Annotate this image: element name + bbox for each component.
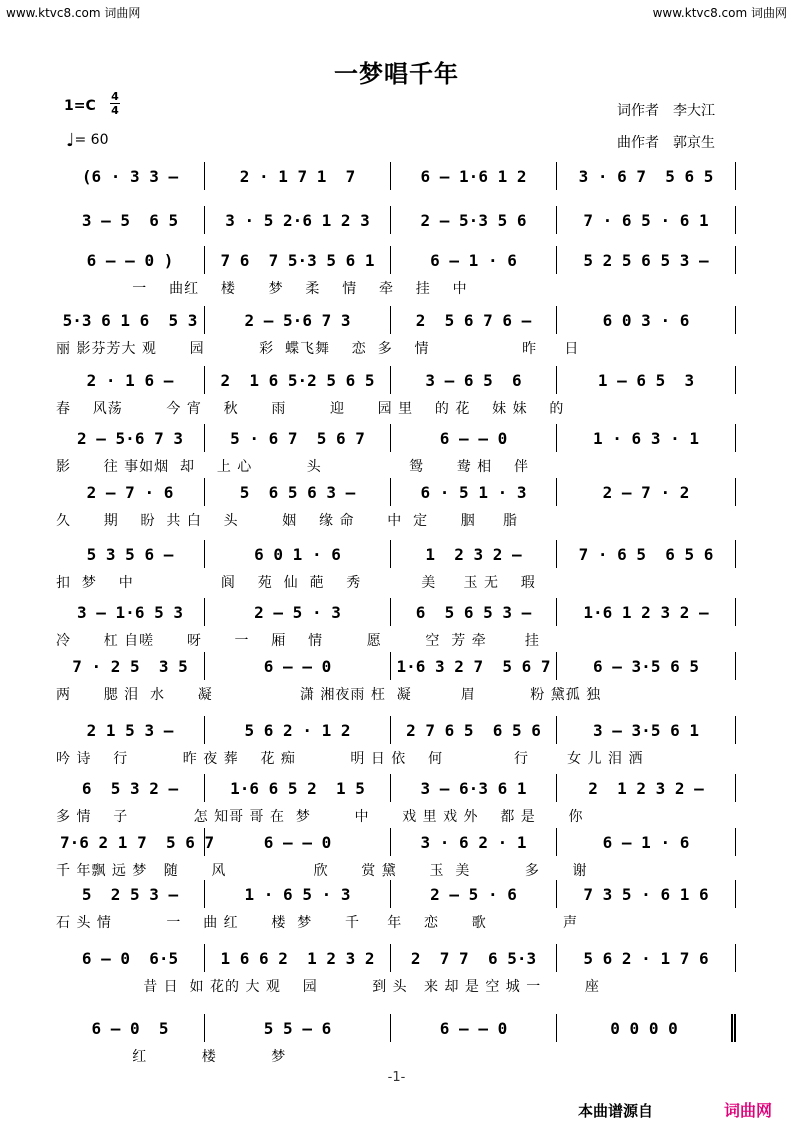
lyrics-line: 石 头 情 一 曲 红 楼 梦 千 年 恋 歌 声 bbox=[56, 915, 579, 931]
time-signature-bottom: 4 bbox=[111, 104, 119, 117]
lyrics-line: 昔 日 如 花的 大 观 园 到 头 来 却 是 空 城 一 座 bbox=[56, 979, 600, 995]
measure: 1 · 6 3 · 1 bbox=[556, 424, 736, 452]
notation-line bbox=[56, 424, 736, 452]
lyrics-line: 两 腮 泪 水 凝 潇 湘夜雨 枉 凝 眉 粉 黛孤 独 bbox=[56, 687, 602, 703]
measure: 7 · 6 5 · 6 1 bbox=[556, 206, 736, 234]
brand-logo: 词曲网 bbox=[724, 1101, 773, 1120]
lyrics-line: 千 年飘 远 梦 随 风 欣 赏 黛 玉 美 多 谢 bbox=[56, 863, 588, 879]
measure: 3 – 6·3 6 1 bbox=[390, 774, 556, 802]
measure: 2 7 6 5 6 5 6 bbox=[390, 716, 556, 744]
measure: 1 6 6 2 1 2 3 2 bbox=[204, 944, 390, 972]
measure: 2 7 7 6 5·3 bbox=[390, 944, 556, 972]
notation-line bbox=[56, 162, 736, 190]
lyrics-line: 扣 梦 中 阆 苑 仙 葩 秀 美 玉 无 瑕 bbox=[56, 575, 536, 591]
measure: 6 – – 0 bbox=[204, 652, 390, 680]
lyrics-line: 红 楼 梦 bbox=[56, 1049, 287, 1065]
score-row bbox=[56, 246, 736, 304]
measure: 3 – 5 6 5 bbox=[81, 210, 179, 230]
measure: 6 · 5 1 · 3 bbox=[390, 478, 556, 506]
measure: 6 – – 0 bbox=[390, 424, 556, 452]
lyrics-line: 一 曲红 楼 梦 柔 情 牵 挂 中 bbox=[56, 281, 468, 297]
score-row bbox=[56, 306, 736, 364]
score-row bbox=[56, 944, 736, 1002]
measure: 1·6 3 2 7 5 6 7 bbox=[390, 652, 556, 680]
score-row bbox=[56, 880, 736, 938]
lyrics-line: 丽 影芬芳大 观 园 彩 蝶飞舞 恋 多 情 昨 日 bbox=[56, 341, 580, 357]
source-text: 本曲谱源自 bbox=[578, 1102, 654, 1120]
measure: 5 5 – 6 bbox=[204, 1014, 390, 1042]
score-row bbox=[56, 366, 736, 424]
measure: 2 – 5·3 5 6 bbox=[390, 206, 556, 234]
score-row bbox=[56, 774, 736, 832]
score-row bbox=[56, 540, 736, 598]
measure: 1·6 1 2 3 2 – bbox=[556, 598, 736, 626]
measure: 6 5 6 5 3 – bbox=[390, 598, 556, 626]
measure: 5 6 2 · 1 7 6 bbox=[556, 944, 736, 972]
measure: 5 6 5 6 3 – bbox=[204, 478, 390, 506]
score-row bbox=[56, 716, 736, 774]
measure: 5 2 5 3 – bbox=[81, 884, 179, 904]
time-signature-top: 4 bbox=[111, 90, 119, 103]
measure: 5·3 6 1 6 5 3 bbox=[62, 310, 198, 330]
measure: 3 · 5 2·6 1 2 3 bbox=[204, 206, 390, 234]
score-row bbox=[56, 478, 736, 536]
notation-line bbox=[56, 246, 736, 274]
tempo-value: = 60 bbox=[74, 132, 109, 148]
measure: 6 – 0 5 bbox=[91, 1018, 169, 1038]
composer-credit bbox=[617, 132, 715, 152]
notation-line bbox=[56, 366, 736, 394]
notation-line bbox=[56, 598, 736, 626]
measure: 2 – 5·6 7 3 bbox=[204, 306, 390, 334]
quarter-note-icon: ♩ bbox=[66, 130, 75, 151]
measure: 3 – 3·5 6 1 bbox=[556, 716, 736, 744]
measure: 2 1 6 5·2 5 6 5 bbox=[204, 366, 390, 394]
measure: 2 – 7 · 2 bbox=[556, 478, 736, 506]
measure: 3 · 6 7 5 6 5 bbox=[556, 162, 736, 190]
watermark-right: www.ktvc8.com 词曲网 bbox=[652, 6, 787, 20]
measure: 2 1 5 3 – bbox=[86, 720, 174, 740]
watermark-left: www.ktvc8.com 词曲网 bbox=[6, 6, 141, 20]
measure: 7 · 2 5 3 5 bbox=[72, 656, 188, 676]
measure: 6 – 1 · 6 bbox=[556, 828, 736, 856]
measure: 1 2 3 2 – bbox=[390, 540, 556, 568]
notation-line bbox=[56, 206, 736, 234]
measure: 3 – 6 5 6 bbox=[390, 366, 556, 394]
measure: 6 – – 0 ) bbox=[86, 250, 174, 270]
time-signature bbox=[110, 90, 120, 117]
measure: 6 – 1 · 6 bbox=[390, 246, 556, 274]
measure: 3 – 1·6 5 3 bbox=[77, 602, 183, 622]
notation-line bbox=[56, 944, 736, 972]
measure: (6 · 3 3 – bbox=[81, 166, 179, 186]
measure: 2 – 5 · 3 bbox=[204, 598, 390, 626]
lyricist-credit bbox=[617, 100, 715, 120]
measure: 2 – 5·6 7 3 bbox=[77, 428, 183, 448]
lyrics-line: 春 风荡 今 宵 秋 雨 迎 园 里 的 花 妹 妹 的 bbox=[56, 401, 565, 417]
notation-line bbox=[56, 1014, 736, 1042]
composer-label: 曲作者 bbox=[617, 135, 659, 151]
score-row bbox=[56, 1014, 736, 1072]
measure: 2 · 1 6 – bbox=[86, 370, 174, 390]
notation-line bbox=[56, 652, 736, 680]
measure: 6 0 1 · 6 bbox=[204, 540, 390, 568]
notation-line bbox=[56, 716, 736, 744]
notation-line bbox=[56, 880, 736, 908]
score-row bbox=[56, 828, 736, 886]
measure: 5 · 6 7 5 6 7 bbox=[204, 424, 390, 452]
measure: 0 0 0 0 bbox=[556, 1014, 736, 1042]
page-number: -1- bbox=[387, 1070, 406, 1085]
score-row bbox=[56, 598, 736, 656]
lyricist-name: 李大江 bbox=[673, 103, 715, 119]
lyrics-line: 多 情 子 怎 知哥 哥 在 梦 中 戏 里 戏 外 都 是 你 bbox=[56, 809, 584, 825]
key-signature: 1=C bbox=[64, 98, 96, 114]
score-row bbox=[56, 652, 736, 710]
measure: 1·6 6 5 2 1 5 bbox=[204, 774, 390, 802]
measure: 2 – 7 · 6 bbox=[86, 482, 174, 502]
song-title: 一梦唱千年 bbox=[334, 60, 459, 88]
measure: 6 – – 0 bbox=[204, 828, 390, 856]
measure: 5 6 2 · 1 2 bbox=[204, 716, 390, 744]
measure: 2 1 2 3 2 – bbox=[556, 774, 736, 802]
lyricist-label: 词作者 bbox=[617, 103, 659, 119]
measure: 6 – – 0 bbox=[390, 1014, 556, 1042]
measure: 6 – 0 6·5 bbox=[81, 948, 179, 968]
notation-line bbox=[56, 828, 736, 856]
measure: 6 5 3 2 – bbox=[81, 778, 179, 798]
lyrics-line: 久 期 盼 共 白 头 姻 缘 命 中 定 胭 脂 bbox=[56, 513, 519, 529]
notation-line bbox=[56, 306, 736, 334]
measure: 2 – 5 · 6 bbox=[390, 880, 556, 908]
measure: 7 6 7 5·3 5 6 1 bbox=[204, 246, 390, 274]
measure: 1 – 6 5 3 bbox=[556, 366, 736, 394]
measure: 7·6 2 1 7 5 6 7 bbox=[60, 832, 215, 852]
measure: 1 · 6 5 · 3 bbox=[204, 880, 390, 908]
notation-line bbox=[56, 540, 736, 568]
measure: 5 2 5 6 5 3 – bbox=[556, 246, 736, 274]
composer-name: 郭京生 bbox=[673, 135, 715, 151]
lyrics-line: 影 往 事如烟 却 上 心 头 鸳 鸯 相 伴 bbox=[56, 459, 529, 475]
measure: 7 3 5 · 6 1 6 bbox=[556, 880, 736, 908]
notation-line bbox=[56, 478, 736, 506]
lyrics-line: 冷 杠 自嗟 呀 一 厢 情 愿 空 芳 牵 挂 bbox=[56, 633, 540, 649]
measure: 3 · 6 2 · 1 bbox=[390, 828, 556, 856]
measure: 6 – 1·6 1 2 bbox=[390, 162, 556, 190]
measure: 7 · 6 5 6 5 6 bbox=[556, 540, 736, 568]
score-row bbox=[56, 424, 736, 482]
lyrics-line: 吟 诗 行 昨 夜 葬 花 痴 明 日 依 何 行 女 儿 泪 洒 bbox=[56, 751, 644, 767]
measure: 6 – 3·5 6 5 bbox=[556, 652, 736, 680]
notation-line bbox=[56, 774, 736, 802]
measure: 2 5 6 7 6 – bbox=[390, 306, 556, 334]
measure: 6 0 3 · 6 bbox=[556, 306, 736, 334]
measure: 2 · 1 7 1 7 bbox=[204, 162, 390, 190]
tempo-marking bbox=[66, 130, 109, 151]
measure: 5 3 5 6 – bbox=[86, 544, 174, 564]
